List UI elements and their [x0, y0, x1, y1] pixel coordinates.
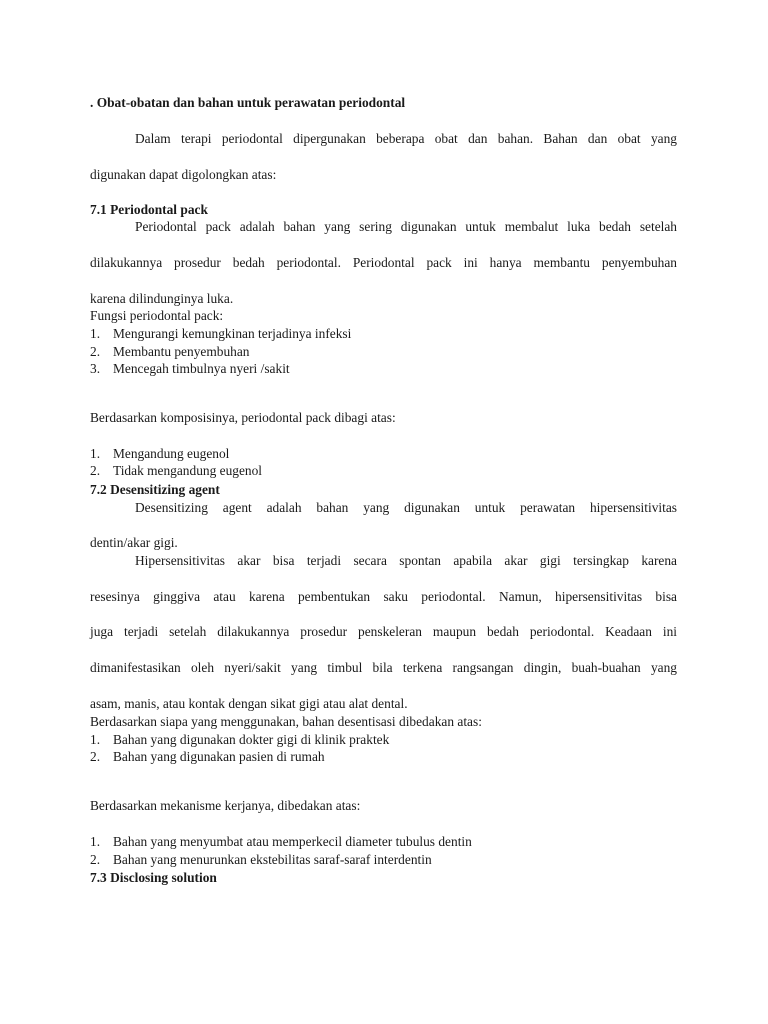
desens-para1-line-1: Desensitizing agent adalah bahan yang digunakan untuk perawatan hipersensitivitas [135, 500, 677, 515]
komposisi-label: Berdasarkan komposisinya, periodontal pack dibagi atas: [90, 410, 396, 425]
section-heading: . Obat-obatan dan bahan untuk perawatan periodontal [90, 95, 406, 110]
pack-para-line-2: dilakukannya prosedur bedah periodontal. Periodontal pack ini hanya membantu penyembuhan [90, 255, 677, 270]
pack-para-line-3: karena dilindunginya luka. [90, 291, 234, 306]
subsection-title-7-2: 7.2 Desensitizing agent [90, 482, 220, 497]
subsection-title-7-3: 7.3 Disclosing solution [90, 870, 217, 885]
desens-para2-line-4: dimanifestasikan oleh nyeri/sakit yang timbul bila terkena rangsangan dingin, buah-buahan yang [90, 660, 677, 675]
intro-line-1: Dalam terapi periodontal dipergunakan beberapa obat dan bahan. Bahan dan obat yang [135, 131, 677, 146]
desens-para2-line-3: juga terjadi setelah dilakukannya prosedur penskeleran maupun bedah periodontal. Keadaan ini [90, 624, 677, 639]
subsection-title-7-1: 7.1 Periodontal pack [90, 202, 208, 217]
desens-para1-line-2: dentin/akar gigi. [90, 535, 178, 550]
mekanisme-label: Berdasarkan mekanisme kerjanya, dibedakan atas: [90, 798, 361, 813]
pengguna-label: Berdasarkan siapa yang menggunakan, bahan desentisasi dibedakan atas: [90, 714, 482, 729]
desens-para2-line-5: asam, manis, atau kontak dengan sikat gigi atau alat dental. [90, 696, 408, 711]
document-page: . Obat-obatan dan bahan untuk perawatan periodontal Dalam terapi periodontal dipergunakan beberapa obat dan bahan. Bahan dan obat yang digunakan dapat digolongkan atas: 7.1 Periodontal pack Periodontal pack adalah bahan yang sering digunakan untuk membalut luka bedah setelah dilakukannya prosedur bedah periodontal. Periodontal pack ini hanya membantu penyembuhan karena dilindunginya luka. Fungsi periodontal pack: 1. Mengurangi kemungkinan terjadinya infeksi 2. Membantu penyembuhan 3. Mencegah timbulnya nyeri /sakit Berdasarkan komposisinya, periodontal pack dibagi atas: 1. Mengandung eugenol 2. Tidak mengandung eugenol 7.2 Desensitizing agent Desensitizing agent adalah bahan yang digunakan untuk perawatan hipersensitivitas dentin/akar gigi. Hipersensitivitas akar bisa terjadi secara spontan apabila akar gigi tersingkap karena resesinya ginggiva atau karena pembentukan saku periodontal. Namun, hipersensitivitas bisa juga terjadi setelah dilakukannya prosedur penskeleran maupun bedah periodontal. Keadaan ini dimanifestasikan oleh nyeri/sakit yang timbul bila terkena rangsangan dingin, buah-buahan yang asam, manis, atau kontak dengan sikat gigi atau alat dental. Berdasarkan siapa yang menggunakan, bahan desentisasi dibedakan atas: 1. Bahan yang digunakan dokter gigi di klinik praktek 2. Bahan yang digunakan pasien di rumah Berdasarkan mekanisme kerjanya, dibedakan atas: 1. Bahan yang menyumbat atau memperkecil diameter tubulus dentin 2. Bahan yang menurunkan ekstebilitas saraf-saraf interdentin 7.3 Disclosing solution [90, 95, 677, 885]
fungsi-label: Fungsi periodontal pack: [90, 308, 224, 323]
intro-line-2: digunakan dapat digolongkan atas: [90, 167, 277, 182]
desens-para2-line-1: Hipersensitivitas akar bisa terjadi secara spontan apabila akar gigi tersingkap karena [135, 553, 677, 568]
pack-para-line-1: Periodontal pack adalah bahan yang sering digunakan untuk membalut luka bedah setelah [135, 219, 677, 234]
desens-para2-line-2: resesinya ginggiva atau karena pembentukan saku periodontal. Namun, hipersensitivitas bisa [90, 589, 677, 604]
